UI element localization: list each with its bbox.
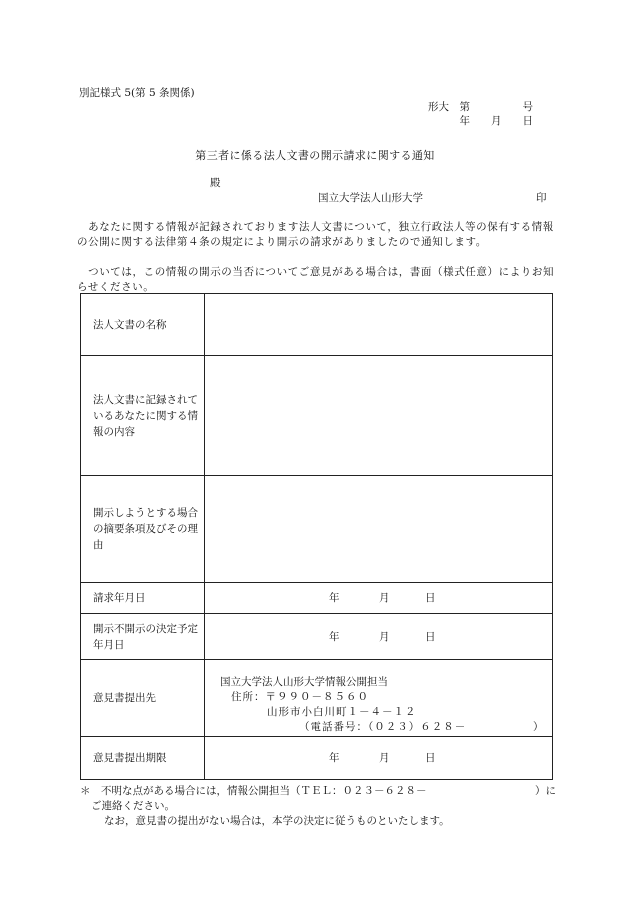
- addressee-honorific: 殿: [210, 177, 221, 189]
- notice-form-table: [80, 293, 553, 780]
- submission-street-address: 山形市小白川町１－４－１２: [267, 706, 417, 718]
- notice-date-line: 年 月 日: [459, 115, 533, 127]
- decision-date-month: 月: [379, 630, 390, 643]
- body-paragraph-2: ついては，この情報の開示の当否についてご意見がある場合は，書面（様式任意）によりお知らせください。: [77, 266, 555, 293]
- value-disclosure-clause: [205, 476, 553, 583]
- document-title: 第三者に係る法人文書の開示請求に関する通知: [195, 149, 435, 162]
- deadline-month: 月: [379, 752, 390, 764]
- label-recorded-information: 法人文書に記録されているあなたに関する情報の内容: [81, 356, 205, 476]
- deadline-day: 日: [425, 752, 436, 764]
- table-row: [81, 660, 553, 737]
- note-contact-end: ）に: [535, 785, 556, 797]
- label-decision-date: 開示不開示の決定予定年月日: [81, 614, 205, 660]
- request-date-year: 年: [329, 592, 340, 604]
- label-submission-address: 意見書提出先: [81, 660, 205, 737]
- note-contact-request: ご連絡ください。: [91, 800, 175, 812]
- decision-date-year: 年: [329, 630, 340, 643]
- submission-phone-number: （電話番号：（０２３）６２８－: [299, 721, 467, 733]
- value-submission-address: [205, 660, 553, 737]
- form-identifier: 別記様式 5(第 5 条関係): [79, 87, 195, 99]
- body-paragraph-1: あなたに関する情報が記録されております法人文書について，独立行政法人等の保有する情報の公開に関する法律第４条の規定により開示の請求がありましたので通知します。: [77, 221, 554, 248]
- deadline-year: 年: [329, 752, 340, 764]
- submission-postal-code: 住所：〒９９０－８５６０: [231, 691, 369, 703]
- table-row: [81, 294, 553, 356]
- value-recorded-information: [205, 356, 553, 476]
- document-number-line: 形大 第 号: [428, 101, 533, 113]
- note-no-opinion: なお，意見書の提出がない場合は，本学の決定に従うものといたします。: [104, 815, 450, 827]
- note-contact-line: [80, 783, 556, 798]
- label-request-date: 請求年月日: [81, 583, 205, 614]
- value-submission-deadline: [205, 737, 553, 780]
- label-document-name: 法人文書の名称: [81, 294, 205, 356]
- note-contact-text: ＊ 不明な点がある場合には，情報公開担当（ＴＥＬ：０２３－６２８－: [80, 785, 427, 797]
- label-submission-deadline: 意見書提出期限: [81, 737, 205, 780]
- submission-phone-close-paren: ）: [533, 721, 544, 733]
- value-decision-date: [205, 614, 553, 660]
- request-date-month: 月: [379, 592, 390, 604]
- table-row: [81, 614, 553, 660]
- table-row: [81, 356, 553, 476]
- request-date-day: 日: [425, 592, 436, 604]
- sender-name: 国立大学法人山形大学: [318, 192, 423, 204]
- seal-mark: 印: [536, 192, 547, 204]
- table-row: [81, 476, 553, 583]
- value-request-date: [205, 583, 553, 614]
- value-document-name: [205, 294, 553, 356]
- decision-date-day: 日: [425, 630, 436, 643]
- table-row: [81, 737, 553, 780]
- table-row: [81, 583, 553, 614]
- submission-organization: 国立大学法人山形大学情報公開担当: [220, 676, 388, 688]
- label-disclosure-clause: 開示しようとする場合の摘要条項及びその理由: [81, 476, 205, 583]
